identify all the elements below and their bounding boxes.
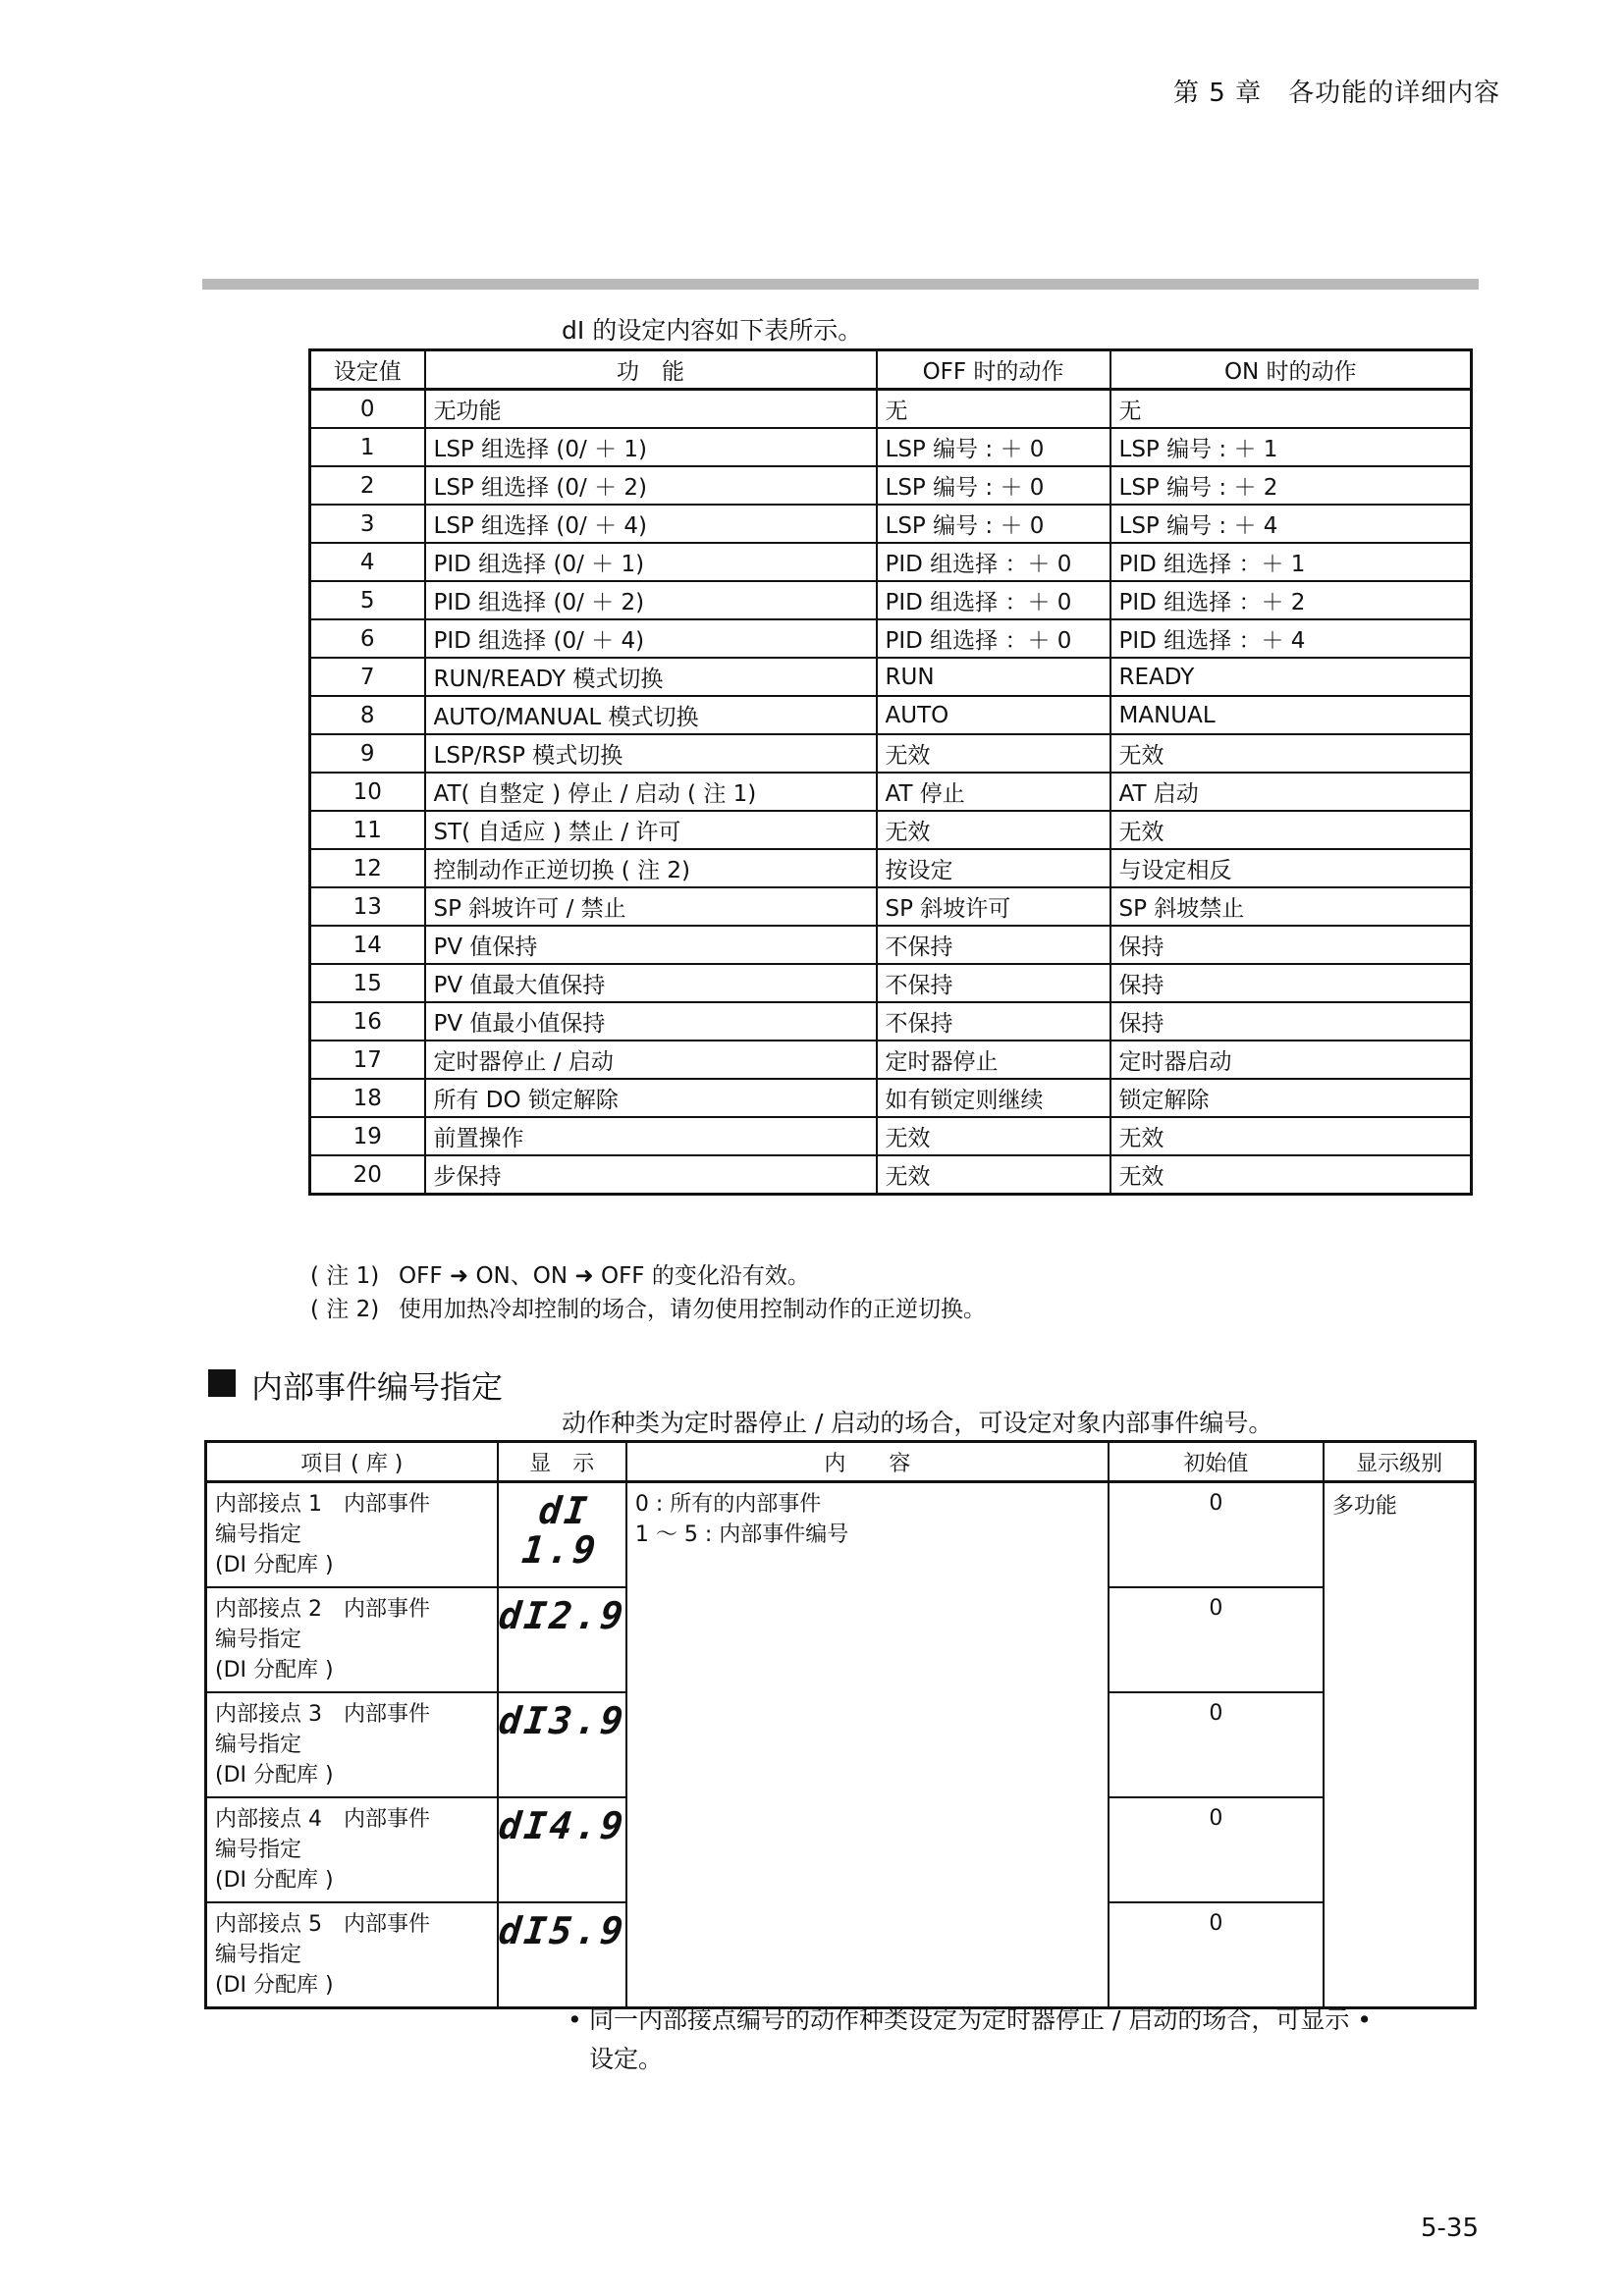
- cell-setting-value: 3: [310, 505, 425, 543]
- cell-on-action: 无效: [1110, 734, 1472, 773]
- item-text: 编号指定: [215, 1522, 302, 1547]
- item-text: 编号指定: [215, 1943, 302, 1967]
- note-text: 使用加热冷却控制的场合，请勿使用控制动作的正逆切换。: [399, 1297, 986, 1322]
- header-content: 内 容: [626, 1442, 1109, 1482]
- table-notes: [310, 1259, 986, 1326]
- cell-on-action: LSP 编号 : ＋ 1: [1110, 428, 1472, 466]
- table-row: [310, 619, 1472, 658]
- cell-off-action: 不保持: [877, 926, 1110, 964]
- cell-display: [498, 1692, 626, 1797]
- cell-off-action: 定时器停止: [877, 1041, 1110, 1079]
- section-description: 动作种类为定时器停止 / 启动的场合，可设定对象内部事件编号。: [562, 1409, 1273, 1437]
- cell-function: AUTO/MANUAL 模式切换: [425, 696, 877, 734]
- cell-initial-value: 0: [1109, 1482, 1324, 1588]
- cell-display: [498, 1482, 626, 1588]
- table-row: [310, 773, 1472, 811]
- item-text: 编号指定: [215, 1733, 302, 1757]
- cell-item: [206, 1587, 498, 1692]
- seven-segment-display: dI4.9: [496, 1804, 628, 1847]
- cell-function: 前置操作: [425, 1117, 877, 1155]
- cell-item: [206, 1902, 498, 2008]
- cell-function: LSP 组选择 (0/ ＋ 1): [425, 428, 877, 466]
- section-square-icon: [208, 1369, 236, 1397]
- cell-setting-value: 18: [310, 1079, 425, 1117]
- item-text: 内部接点 4 内部事件: [215, 1807, 430, 1832]
- table-header-row: [206, 1442, 1476, 1482]
- cell-item: [206, 1692, 498, 1797]
- cell-on-action: PID 组选择 ：＋ 4: [1110, 619, 1472, 658]
- cell-display: [498, 1902, 626, 2008]
- header-display: 显 示: [498, 1442, 626, 1482]
- bullet-note: [568, 2001, 1372, 2079]
- cell-on-action: PID 组选择 ：＋ 1: [1110, 543, 1472, 581]
- cell-off-action: PID 组选择 ：＋ 0: [877, 581, 1110, 619]
- content-line: 0 : 所有的内部事件: [634, 1492, 822, 1517]
- cell-item: [206, 1482, 498, 1588]
- cell-function: AT( 自整定 ) 停止 / 启动 ( 注 1): [425, 773, 877, 811]
- note-label: ( 注 2): [310, 1297, 380, 1322]
- cell-setting-value: 14: [310, 926, 425, 964]
- internal-event-table: [204, 1440, 1477, 2009]
- item-text: 编号指定: [215, 1628, 302, 1652]
- table-row: [310, 1002, 1472, 1041]
- seven-segment-display: dI3.9: [496, 1699, 628, 1742]
- section-title: 内部事件编号指定: [251, 1368, 504, 1406]
- cell-function: 步保持: [425, 1155, 877, 1195]
- cell-on-action: 无效: [1110, 811, 1472, 849]
- table-row: [310, 926, 1472, 964]
- header-on-action: ON 时的动作: [1110, 350, 1472, 390]
- table-row: [310, 811, 1472, 849]
- content-line: 1 ～ 5 : 内部事件编号: [634, 1522, 849, 1547]
- cell-off-action: 无效: [877, 811, 1110, 849]
- cell-function: PID 组选择 (0/ ＋ 2): [425, 581, 877, 619]
- intro-text: dI 的设定内容如下表所示。: [562, 316, 863, 345]
- cell-initial-value: 0: [1109, 1902, 1324, 2008]
- header-item: 项目 ( 库 ): [206, 1442, 498, 1482]
- cell-off-action: 如有锁定则继续: [877, 1079, 1110, 1117]
- cell-on-action: 与设定相反: [1110, 849, 1472, 887]
- table-row: [310, 1079, 1472, 1117]
- item-text: (DI 分配库 ): [215, 1763, 334, 1788]
- cell-off-action: LSP 编号 : ＋ 0: [877, 428, 1110, 466]
- header-rule: [202, 279, 1479, 290]
- note-label: ( 注 1): [310, 1263, 380, 1289]
- cell-function: PV 值最小值保持: [425, 1002, 877, 1041]
- table-row: [310, 543, 1472, 581]
- cell-on-action: 锁定解除: [1110, 1079, 1472, 1117]
- table-row: [310, 696, 1472, 734]
- table-row: [310, 1117, 1472, 1155]
- cell-off-action: PID 组选择 ：＋ 0: [877, 543, 1110, 581]
- cell-on-action: PID 组选择 ：＋ 2: [1110, 581, 1472, 619]
- item-text: 内部接点 1 内部事件: [215, 1492, 430, 1517]
- cell-off-action: 不保持: [877, 964, 1110, 1002]
- cell-setting-value: 20: [310, 1155, 425, 1195]
- cell-function: 控制动作正逆切换 ( 注 2): [425, 849, 877, 887]
- cell-on-action: LSP 编号 : ＋ 4: [1110, 505, 1472, 543]
- item-text: (DI 分配库 ): [215, 1658, 334, 1682]
- cell-on-action: 保持: [1110, 1002, 1472, 1041]
- cell-function: ST( 自适应 ) 禁止 / 许可: [425, 811, 877, 849]
- cell-function: RUN/READY 模式切换: [425, 658, 877, 696]
- cell-on-action: SP 斜坡禁止: [1110, 887, 1472, 926]
- cell-function: 定时器停止 / 启动: [425, 1041, 877, 1079]
- note-2: [310, 1293, 986, 1326]
- cell-off-action: PID 组选择 ：＋ 0: [877, 619, 1110, 658]
- cell-on-action: 保持: [1110, 964, 1472, 1002]
- table-row: [310, 390, 1472, 429]
- cell-initial-value: 0: [1109, 1587, 1324, 1692]
- cell-off-action: RUN: [877, 658, 1110, 696]
- bullet-line-1: 同一内部接点编号的动作种类设定为定时器停止 / 启动的场合，可显示 •: [589, 2005, 1373, 2034]
- table-row: [310, 581, 1472, 619]
- table-row: [310, 849, 1472, 887]
- cell-on-action: 定时器启动: [1110, 1041, 1472, 1079]
- cell-on-action: 无效: [1110, 1155, 1472, 1195]
- item-text: (DI 分配库 ): [215, 1553, 334, 1577]
- item-text: 内部接点 3 内部事件: [215, 1702, 430, 1727]
- cell-function: SP 斜坡许可 / 禁止: [425, 887, 877, 926]
- bullet-line-2: 设定。: [589, 2045, 664, 2073]
- cell-function: PID 组选择 (0/ ＋ 4): [425, 619, 877, 658]
- cell-off-action: 按设定: [877, 849, 1110, 887]
- table-row: [310, 964, 1472, 1002]
- table-row: [310, 1041, 1472, 1079]
- note-1: [310, 1259, 986, 1293]
- cell-setting-value: 15: [310, 964, 425, 1002]
- cell-function: 无功能: [425, 390, 877, 429]
- cell-setting-value: 12: [310, 849, 425, 887]
- cell-display-level: 多功能: [1324, 1482, 1476, 2008]
- cell-setting-value: 9: [310, 734, 425, 773]
- cell-off-action: 无效: [877, 1155, 1110, 1195]
- cell-setting-value: 19: [310, 1117, 425, 1155]
- table-row: [310, 887, 1472, 926]
- cell-initial-value: 0: [1109, 1692, 1324, 1797]
- cell-setting-value: 17: [310, 1041, 425, 1079]
- cell-setting-value: 5: [310, 581, 425, 619]
- cell-on-action: LSP 编号 : ＋ 2: [1110, 466, 1472, 505]
- cell-initial-value: 0: [1109, 1797, 1324, 1902]
- table-row: [310, 428, 1472, 466]
- header-initial: 初始值: [1109, 1442, 1324, 1482]
- bullet-marker: •: [568, 2005, 582, 2034]
- cell-setting-value: 1: [310, 428, 425, 466]
- item-text: 内部接点 5 内部事件: [215, 1912, 430, 1937]
- cell-off-action: AUTO: [877, 696, 1110, 734]
- cell-setting-value: 10: [310, 773, 425, 811]
- cell-setting-value: 2: [310, 466, 425, 505]
- cell-content: [626, 1482, 1109, 2008]
- table-row: [310, 734, 1472, 773]
- cell-display: [498, 1587, 626, 1692]
- cell-off-action: LSP 编号 : ＋ 0: [877, 466, 1110, 505]
- settings-table-body: [310, 390, 1472, 1195]
- seven-segment-display: dI5.9: [496, 1909, 628, 1952]
- seven-segment-display: dI 1.9: [518, 1489, 601, 1572]
- cell-off-action: 不保持: [877, 1002, 1110, 1041]
- item-text: (DI 分配库 ): [215, 1973, 334, 1998]
- settings-table: [308, 348, 1473, 1196]
- page-number: 5-35: [1421, 2214, 1480, 2243]
- cell-item: [206, 1797, 498, 1902]
- table-row: [310, 658, 1472, 696]
- cell-function: PV 值保持: [425, 926, 877, 964]
- cell-setting-value: 0: [310, 390, 425, 429]
- cell-off-action: 无效: [877, 1117, 1110, 1155]
- header-setting-value: 设定值: [310, 350, 425, 390]
- chapter-header: 第 5 章 各功能的详细内容: [1173, 79, 1501, 108]
- cell-function: PV 值最大值保持: [425, 964, 877, 1002]
- seven-segment-display: dI2.9: [496, 1594, 628, 1637]
- header-off-action: OFF 时的动作: [877, 350, 1110, 390]
- header-function: 功 能: [425, 350, 877, 390]
- item-text: (DI 分配库 ): [215, 1868, 334, 1893]
- cell-on-action: 保持: [1110, 926, 1472, 964]
- cell-setting-value: 4: [310, 543, 425, 581]
- internal-event-table-body: [206, 1482, 1476, 2008]
- cell-off-action: SP 斜坡许可: [877, 887, 1110, 926]
- table-row: [310, 505, 1472, 543]
- cell-setting-value: 13: [310, 887, 425, 926]
- cell-on-action: 无效: [1110, 1117, 1472, 1155]
- cell-off-action: 无效: [877, 734, 1110, 773]
- cell-on-action: AT 启动: [1110, 773, 1472, 811]
- table-row: [310, 1155, 1472, 1195]
- cell-display: [498, 1797, 626, 1902]
- cell-function: LSP 组选择 (0/ ＋ 4): [425, 505, 877, 543]
- note-text: OFF ➜ ON、ON ➜ OFF 的变化沿有效。: [399, 1263, 810, 1289]
- item-text: 内部接点 2 内部事件: [215, 1597, 430, 1622]
- cell-function: LSP 组选择 (0/ ＋ 2): [425, 466, 877, 505]
- cell-setting-value: 8: [310, 696, 425, 734]
- cell-on-action: READY: [1110, 658, 1472, 696]
- cell-function: PID 组选择 (0/ ＋ 1): [425, 543, 877, 581]
- cell-on-action: MANUAL: [1110, 696, 1472, 734]
- table-row: [206, 1482, 1476, 1588]
- header-level: 显示级别: [1324, 1442, 1476, 1482]
- cell-setting-value: 16: [310, 1002, 425, 1041]
- cell-setting-value: 7: [310, 658, 425, 696]
- cell-off-action: LSP 编号 : ＋ 0: [877, 505, 1110, 543]
- cell-function: 所有 DO 锁定解除: [425, 1079, 877, 1117]
- cell-setting-value: 6: [310, 619, 425, 658]
- cell-off-action: AT 停止: [877, 773, 1110, 811]
- cell-on-action: 无: [1110, 390, 1472, 429]
- item-text: 编号指定: [215, 1838, 302, 1862]
- table-row: [310, 466, 1472, 505]
- table-header-row: [310, 350, 1472, 390]
- cell-function: LSP/RSP 模式切换: [425, 734, 877, 773]
- cell-off-action: 无: [877, 390, 1110, 429]
- cell-setting-value: 11: [310, 811, 425, 849]
